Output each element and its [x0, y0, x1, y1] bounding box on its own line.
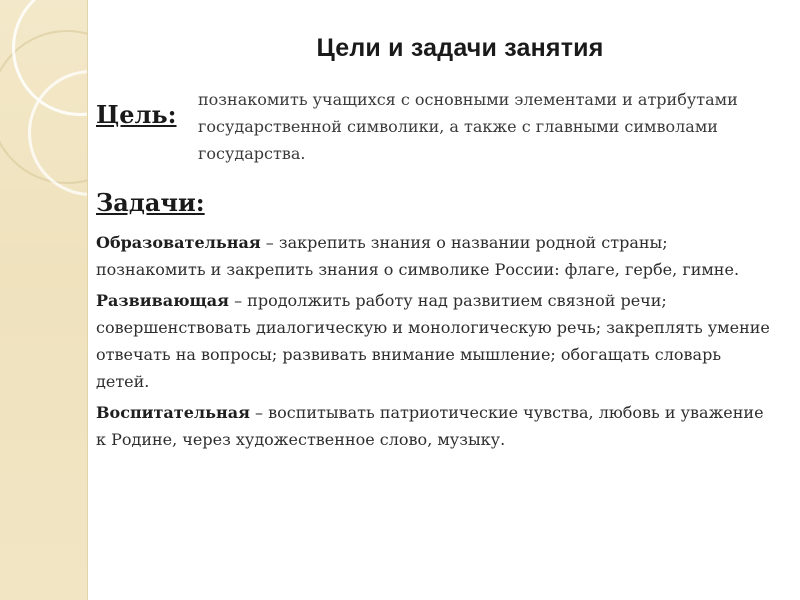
task-term: Воспитательная — [96, 403, 250, 422]
task-term: Образовательная — [96, 233, 261, 252]
task-text: – закрепить знания о названии родной страны; познакомить и закрепить знания о символике России: флаге, гербе, гимне. — [96, 233, 740, 279]
tasks-list — [96, 229, 776, 457]
tasks-label: Задачи: — [96, 188, 205, 217]
task-text: – продолжить работу над развитием связной речи; совершенствовать диалогическую и монологическую речь; закреплять умение отвечать на вопросы; развивать внимание мышление; обогащать словарь детей. — [96, 291, 770, 391]
task-text: – воспитывать патриотические чувства, любовь и уважение к Родине, через художественное слово, музыку. — [96, 403, 764, 449]
task-upbringing — [96, 399, 776, 453]
decorative-side-band — [0, 0, 88, 600]
task-educational — [96, 229, 776, 283]
goal-label: Цель: — [96, 100, 177, 129]
task-developmental — [96, 287, 776, 395]
slide-title: Цели и задачи занятия — [316, 34, 604, 62]
task-term: Развивающая — [96, 291, 229, 310]
goal-text: познакомить учащихся с основными элементами и атрибутами государственной символики, а также с главными символами государства. — [198, 90, 738, 163]
